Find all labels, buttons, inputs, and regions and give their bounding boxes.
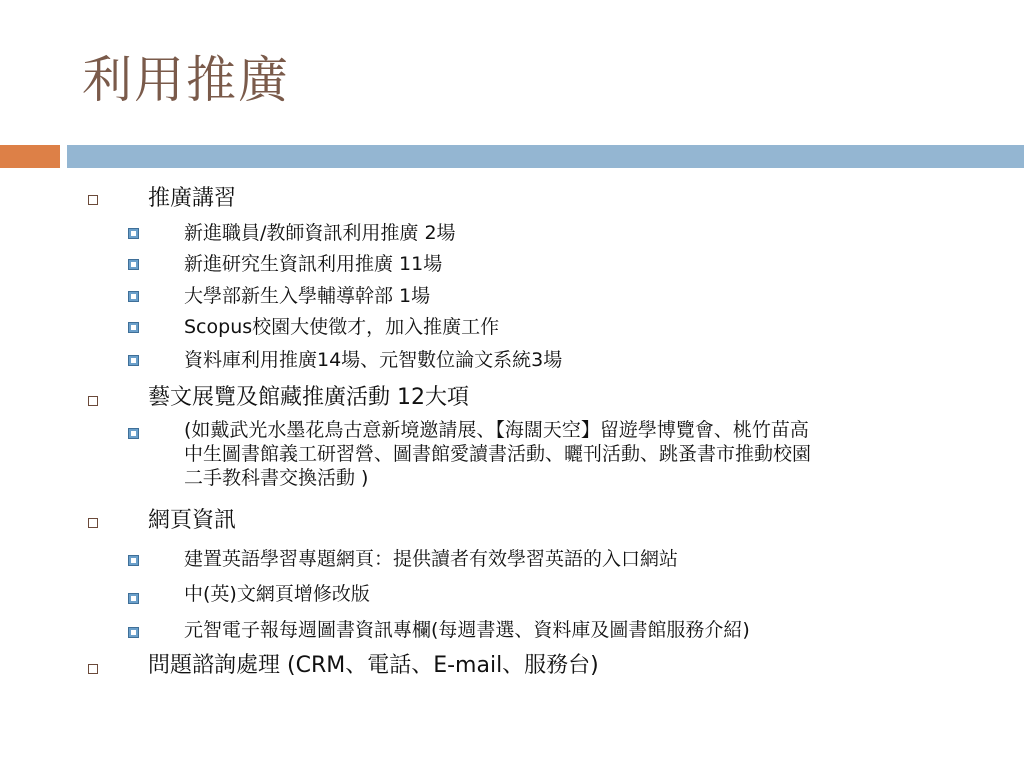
square-bullet-icon bbox=[128, 593, 139, 604]
list-item: 新進職員/教師資訊利用推廣 2場 bbox=[184, 222, 456, 244]
exhibitions-description bbox=[184, 418, 994, 490]
square-bullet-icon bbox=[128, 555, 139, 566]
section-heading-exhibitions: 藝文展覽及館藏推廣活動 12大項 bbox=[148, 385, 469, 410]
paragraph-line: 中生圖書館義工研習營、圖書館愛讀書活動、曬刊活動、跳蚤書市推動校園 bbox=[184, 443, 812, 465]
list-item: Scopus校園大使徵才，加入推廣工作 bbox=[184, 316, 500, 338]
list-item: 建置英語學習專題網頁：提供讀者有效學習英語的入口網站 bbox=[184, 548, 679, 570]
square-bullet-icon bbox=[128, 228, 139, 239]
square-bullet-icon bbox=[128, 259, 139, 270]
square-bullet-icon bbox=[128, 291, 139, 302]
list-item: 大學部新生入學輔導幹部 1場 bbox=[184, 285, 431, 307]
list-item: 元智電子報每週圖書資訊專欄(每週書選、資料庫及圖書館服務介紹) bbox=[184, 619, 750, 641]
square-bullet-icon bbox=[88, 518, 98, 528]
square-bullet-icon bbox=[128, 627, 139, 638]
list-item: 資料庫利用推廣14場、元智數位論文系統3場 bbox=[184, 349, 563, 371]
section-heading-inquiry: 問題諮詢處理 (CRM、電話、E-mail、服務台) bbox=[148, 653, 599, 678]
paragraph-line: 二手教科書交換活動 ) bbox=[184, 467, 369, 489]
square-bullet-icon bbox=[88, 664, 98, 674]
section-heading-web: 網頁資訊 bbox=[148, 508, 237, 533]
slide-title: 利用推廣 bbox=[82, 51, 290, 109]
square-bullet-icon bbox=[88, 396, 98, 406]
section-heading-training: 推廣講習 bbox=[148, 186, 237, 211]
square-bullet-icon bbox=[88, 195, 98, 205]
square-bullet-icon bbox=[128, 322, 139, 333]
paragraph-line: (如戴武光水墨花鳥古意新境邀請展、【海闊天空】留遊學博覽會、桃竹苗高 bbox=[184, 419, 809, 441]
square-bullet-icon bbox=[128, 355, 139, 366]
list-item: 新進研究生資訊利用推廣 11場 bbox=[184, 253, 443, 275]
square-bullet-icon bbox=[128, 428, 139, 439]
list-item: 中(英)文網頁增修改版 bbox=[184, 583, 370, 605]
